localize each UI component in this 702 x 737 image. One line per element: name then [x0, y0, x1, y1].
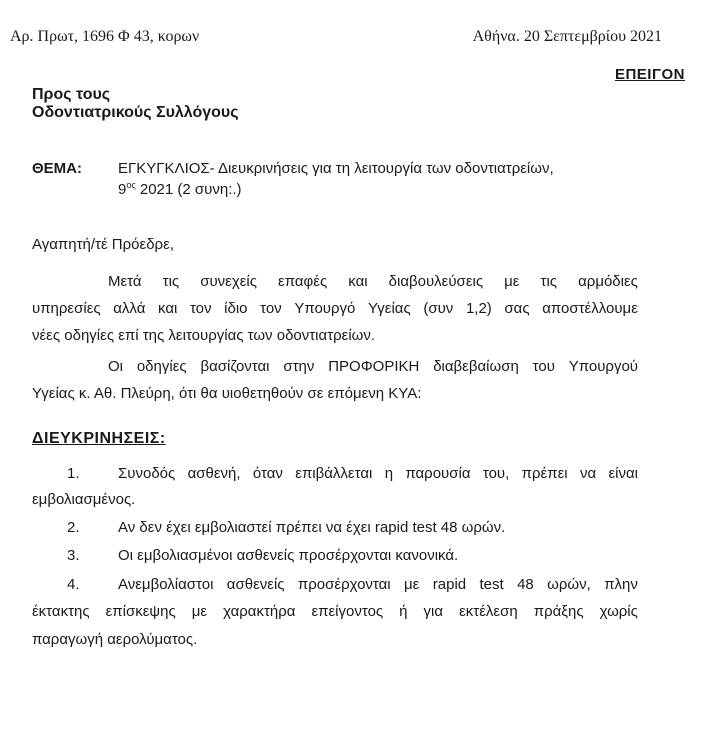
- word: rapid: [432, 576, 467, 593]
- word: 48: [517, 576, 534, 593]
- word: πλην: [604, 576, 638, 593]
- word: πράξης: [533, 603, 584, 620]
- word: και: [348, 273, 368, 290]
- subject-number: 9: [118, 181, 127, 198]
- word: χωρίς: [599, 603, 638, 620]
- subject-label: ΘΕΜΑ:: [32, 160, 82, 177]
- word: test: [479, 576, 504, 593]
- urgent-label: ΕΠΕΙΓΟΝ: [614, 66, 685, 83]
- word: αποστέλλουμε: [542, 300, 638, 317]
- word: τον: [189, 300, 212, 317]
- word: στην: [283, 358, 315, 375]
- word: διαβουλεύσεις: [388, 273, 484, 290]
- word: (συν: [423, 300, 454, 317]
- item-number: 1.: [67, 465, 80, 482]
- word: διαβεβαίωση: [433, 358, 519, 375]
- paragraph-2-line-2: Υγείας κ. Αθ. Πλεύρη, ότι θα υιοθετηθούν σε επόμενη ΚΥΑ:: [32, 385, 422, 402]
- word: ίδιο: [224, 300, 248, 317]
- word: χαρακτήρα: [223, 603, 296, 620]
- word: η: [384, 465, 394, 482]
- word: επείγοντος: [311, 603, 384, 620]
- word: εκτέλεση: [459, 603, 518, 620]
- word: επαφές: [278, 273, 328, 290]
- word: είναι: [608, 465, 638, 482]
- word: με: [404, 576, 420, 593]
- word: Συνοδός: [118, 465, 176, 482]
- greeting: Αγαπητή/τέ Πρόεδρε,: [32, 236, 174, 253]
- word: και: [158, 300, 178, 317]
- word: Ανεμβολίαστοι: [118, 576, 214, 593]
- word: 1,2): [465, 300, 492, 317]
- word: συνεχείς: [200, 273, 257, 290]
- word: σας: [504, 300, 530, 317]
- clarifications-heading: ΔΙΕΥΚΡΙΝΗΣΕΙΣ:: [32, 430, 166, 447]
- word: Υπουργού: [568, 358, 638, 375]
- item-4-line-2: [32, 603, 638, 620]
- word: του: [532, 358, 555, 375]
- word: ή: [399, 603, 408, 620]
- recipient-line-1: Προς τους: [32, 86, 111, 103]
- item-4-line-1: [118, 576, 638, 593]
- word: προσέρχονται: [297, 576, 391, 593]
- item-number: 3.: [67, 547, 80, 564]
- word: παρουσία: [405, 465, 471, 482]
- word: βασίζονται: [200, 358, 270, 375]
- word: με: [191, 603, 208, 620]
- word: υπηρεσίες: [32, 300, 101, 317]
- subject-ordinal: ος: [126, 180, 136, 190]
- subject-line-1: ΕΓΚΥΓΚΛΙΟΣ- Διευκρινήσεις για τη λειτουργία των οδοντιατρείων,: [118, 160, 554, 177]
- word: τις: [162, 273, 180, 290]
- paragraph-1-line-1: [108, 268, 638, 295]
- word: ασθενείς: [226, 576, 285, 593]
- word: αρμόδιες: [578, 273, 638, 290]
- word: αλλά: [113, 300, 146, 317]
- word: επίσκεψης: [105, 603, 176, 620]
- word: να: [579, 465, 597, 482]
- recipient-line-2: Οδοντιατρικούς Συλλόγους: [32, 104, 239, 121]
- item-number: 2.: [67, 519, 80, 536]
- word: Οι: [108, 358, 123, 375]
- subject-line-2: [118, 180, 242, 198]
- paragraph-1-line-2: [32, 295, 638, 322]
- word: Υπουργό: [294, 300, 356, 317]
- word: Υγείας: [368, 300, 411, 317]
- word: πρέπει: [521, 465, 568, 482]
- word: ΠΡΟΦΟΡΙΚΗ: [328, 358, 420, 375]
- word: ασθενή,: [187, 465, 241, 482]
- word: του,: [482, 465, 510, 482]
- item-2-text: Αν δεν έχει εμβολιαστεί πρέπει να έχει rapid test 48 ωρών.: [118, 519, 506, 536]
- word: για: [423, 603, 444, 620]
- subject-rest: 2021 (2 συνη:.): [135, 181, 242, 198]
- item-4-line-3: παραγωγή αερολύματος.: [32, 631, 198, 648]
- word: έκτακτης: [32, 603, 90, 620]
- word: οδηγίες: [136, 358, 187, 375]
- item-1-line-2: εμβολιασμένος.: [32, 491, 136, 508]
- paragraph-2-line-1: [108, 353, 638, 380]
- document-date: Αθήνα. 20 Σεπτεμβρίου 2021: [472, 28, 662, 45]
- item-number: 4.: [67, 576, 80, 593]
- word: όταν: [252, 465, 283, 482]
- word: με: [504, 273, 520, 290]
- word: Μετά: [108, 273, 142, 290]
- word: τις: [540, 273, 558, 290]
- paragraph-1-line-3: νέες οδηγίες επί της λειτουργίας των οδοντιατρείων.: [32, 327, 376, 344]
- item-1-line-1: [118, 465, 638, 482]
- word: επιβάλλεται: [295, 465, 373, 482]
- item-3-text: Οι εμβολιασμένοι ασθενείς προσέρχονται κανονικά.: [118, 547, 459, 564]
- word: ωρών,: [547, 576, 591, 593]
- word: τον: [260, 300, 282, 317]
- protocol-reference: Αρ. Πρωτ, 1696 Φ 43, κορων: [10, 28, 200, 45]
